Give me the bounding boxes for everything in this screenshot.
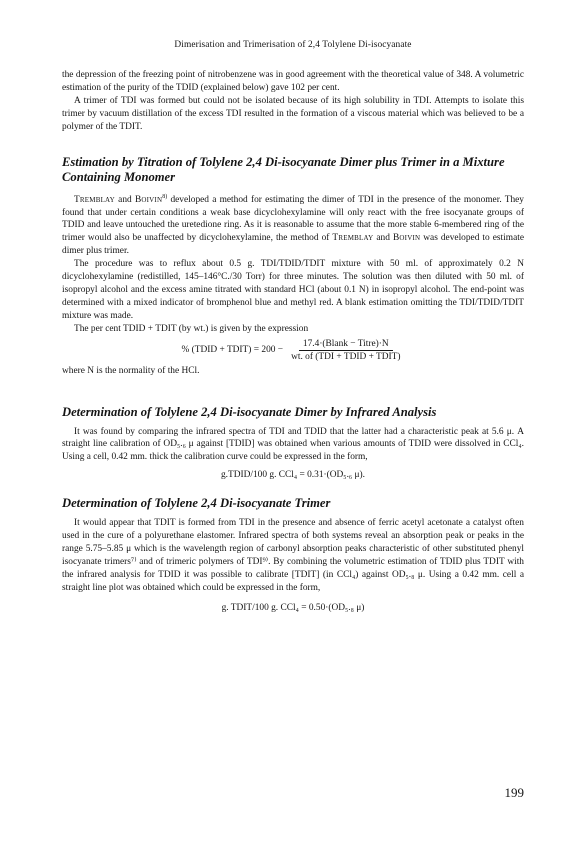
titration-equation (62, 339, 524, 362)
trimer-paragraph-1: It would appear that TDIT is formed from TDI in the presence and absence of ferric acetyl acetonate a catalyst often used in the cure of a polyurethane elastomer. Infrared spectra of both systems reveal an absorption peak or peaks in the range 5.75–5.85 μ which is the wavelength region of carbonyl absorption peaks characteristic of other substituted phenyl isocyanate trimers⁷⁾ and of trimeric polymers of TDI⁹⁾. By combining the volumetric estimation of TDID plus TDIT with the infrared analysis for TDID it was possible to calibrate [TDIT] (in CCl₄) against OD₅.₈ μ. Using a 0.42 mm. cell a straight line plot was obtained which could be expressed in the form, (62, 518, 524, 593)
author-name: Boivin (392, 233, 421, 244)
text-fragment: and (373, 233, 393, 244)
author-name: Boivin (134, 194, 163, 205)
titration-paragraph-3: The per cent TDID + TDIT (by wt.) is given by the expression (74, 323, 309, 334)
intro-paragraph-1: the depression of the freezing point of nitrobenzene was in good agreement with the theoretical value of 348. A volumetric estimation of the purity of the TDID (explained below) gave 102 per cent. (62, 70, 524, 93)
infrared-paragraph-1: It was found by comparing the infrared spectra of TDI and TDID that the latter had a characteristic peak at 5.6 μ. A straight line calibration of OD₅.₆ μ against [TDID] was obtained when various amounts of TDID were dissolved in CCl₄. Using a cell, 0.42 mm. thick the calibration curve could be expressed in the form, (62, 426, 524, 463)
titration-paragraph-2: The procedure was to reflux about 0.5 g. TDI/TDID/TDIT mixture with 50 ml. of approximately 0.2 N dicyclohexylamine (redistilled, 145–146°C./30 Torr) for three minutes. The solution was then diluted with 50 ml. of isopropyl alcohol and the excess amine titrated with standard HCl (about 0.1 N) in isopropyl alcohol. The end-point was determined with a mixed indicator of bromphenol blue and methyl red. A blank estimation omitting the TDI/TDID/TDIT mixture was made. (62, 259, 524, 321)
titration-paragraph-4: where N is the normality of the HCl. (62, 365, 200, 376)
equation-fraction (287, 339, 404, 362)
text-fragment: and (114, 194, 135, 205)
equation-lhs: % (TDID + TDIT) = 200 − (181, 345, 284, 356)
running-head: Dimerisation and Trimerisation of 2,4 Tolylene Di-isocyanate (174, 40, 412, 50)
page-body (62, 40, 524, 620)
trimer-equation: g. TDIT/100 g. CCl₄ = 0.50·(OD₅.₈ μ) (221, 602, 365, 613)
equation-numerator: 17.4·(Blank − Titre)·N (299, 339, 393, 351)
infrared-equation: g.TDID/100 g. CCl₄ = 0.31·(OD₅.₆ μ). (220, 470, 366, 481)
section-heading-titration: Estimation by Titration of Tolylene 2,4 Di-isocyanate Dimer plus Trimer in a Mixture Containing Monomer (62, 154, 505, 184)
author-name: Tremblay (332, 233, 374, 244)
author-name: Tremblay (74, 194, 115, 205)
section-heading-infrared: Determination of Tolylene 2,4 Di-isocyanate Dimer by Infrared Analysis (62, 404, 437, 419)
text-fragment: was developed to estimate dimer plus trimer. (62, 233, 524, 257)
equation-denominator: wt. of (TDI + TDID + TDIT) (291, 351, 401, 362)
text-fragment: developed a method for estimating the dimer of TDI in the presence of the monomer. They found that under certain conditions a weak base dicyclohexylamine will only react with the free isocyanate groups of TDID and leave untouched the uretedione ring. As it is reasonable to assume that the more stable 6-membered ring of the trimer would also be unaffected by dicyclohexylamine, the method of (62, 194, 524, 244)
page-number: 199 (504, 785, 524, 800)
intro-paragraph-2: A trimer of TDI was formed but could not be isolated because of its high solubility in TDI. Attempts to isolate this trimer by vacuum distillation of the excess TDI resulted in the formation of a viscous material which was believed to be a polymer of the TDIT. (62, 95, 524, 132)
section-heading-trimer: Determination of Tolylene 2,4 Di-isocyanate Trimer (62, 496, 331, 511)
reference-mark: 8) (162, 193, 168, 200)
titration-paragraph-1 (62, 191, 524, 259)
